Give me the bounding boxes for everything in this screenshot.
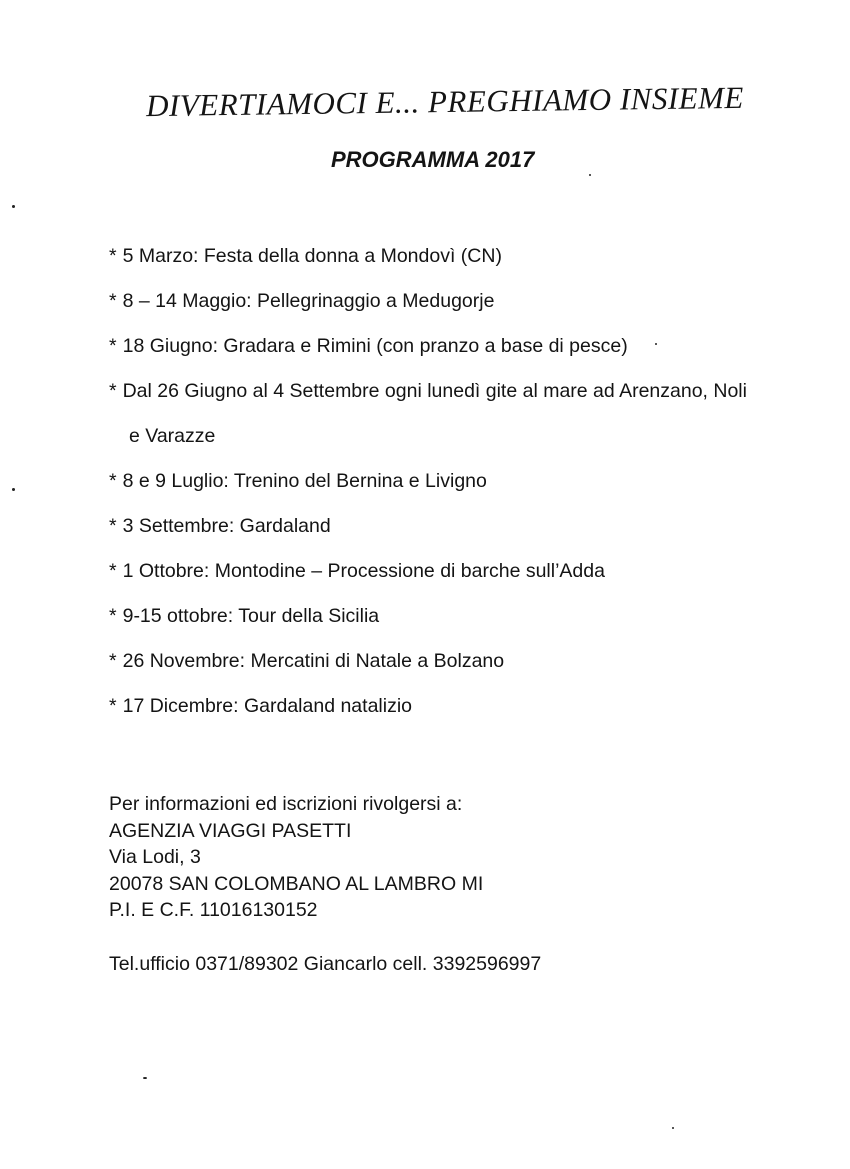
event-item [109,375,809,465]
contact-intro: Per informazioni ed iscrizioni rivolgersi a: [109,793,463,815]
scan-speck [12,205,15,208]
event-text-continuation: e Varazze [129,425,216,447]
event-item [109,285,809,330]
document-title: DIVERTIAMOCI E... PREGHIAMO INSIEME [145,79,745,124]
event-text: 8 – 14 Maggio: Pellegrinaggio a Medugorje [122,290,495,312]
event-text: 8 e 9 Luglio: Trenino del Bernina e Livigno [122,470,487,492]
agency-tax-code: P.I. E C.F. 11016130152 [109,899,318,921]
event-item [109,600,809,645]
scan-speck [589,174,591,176]
event-text: Dal 26 Giugno al 4 Settembre ogni lunedì gite al mare ad Arenzano, Noli [122,380,747,402]
event-item [109,645,809,690]
event-item [109,555,809,600]
bullet-star: * [109,650,117,672]
contact-block [109,791,483,924]
scan-speck [143,1077,147,1079]
event-item [109,240,809,285]
bullet-star: * [109,380,117,402]
bullet-star: * [109,470,117,492]
bullet-star: * [109,335,117,357]
event-text: 5 Marzo: Festa della donna a Mondovì (CN) [122,245,502,267]
program-year-heading: PROGRAMMA 2017 [331,147,535,172]
event-item [109,510,809,555]
bullet-star: * [109,245,117,267]
agency-city: 20078 SAN COLOMBANO AL LAMBRO MI [109,872,484,895]
event-list [109,240,809,735]
bullet-star: * [109,290,117,312]
event-text: 26 Novembre: Mercatini di Natale a Bolzano [122,650,505,672]
scan-speck [672,1127,674,1129]
event-item [109,465,809,510]
agency-street: Via Lodi, 3 [109,846,201,868]
bullet-star: * [109,515,117,537]
scan-speck [12,488,15,491]
event-item [109,330,809,375]
phone-line: Tel.ufficio 0371/89302 Giancarlo cell. 3392596997 [109,953,542,975]
scan-speck [655,343,657,345]
event-text: 9-15 ottobre: Tour della Sicilia [122,605,380,627]
bullet-star: * [109,560,117,582]
event-text: 1 Ottobre: Montodine – Processione di barche sull’Adda [122,560,605,582]
event-text: 3 Settembre: Gardaland [122,515,331,537]
event-item [109,690,809,735]
bullet-star: * [109,605,117,627]
agency-name: AGENZIA VIAGGI PASETTI [109,819,352,842]
bullet-star: * [109,695,117,717]
event-text: 18 Giugno: Gradara e Rimini (con pranzo a base di pesce) [122,335,628,357]
event-text: 17 Dicembre: Gardaland natalizio [122,695,412,717]
